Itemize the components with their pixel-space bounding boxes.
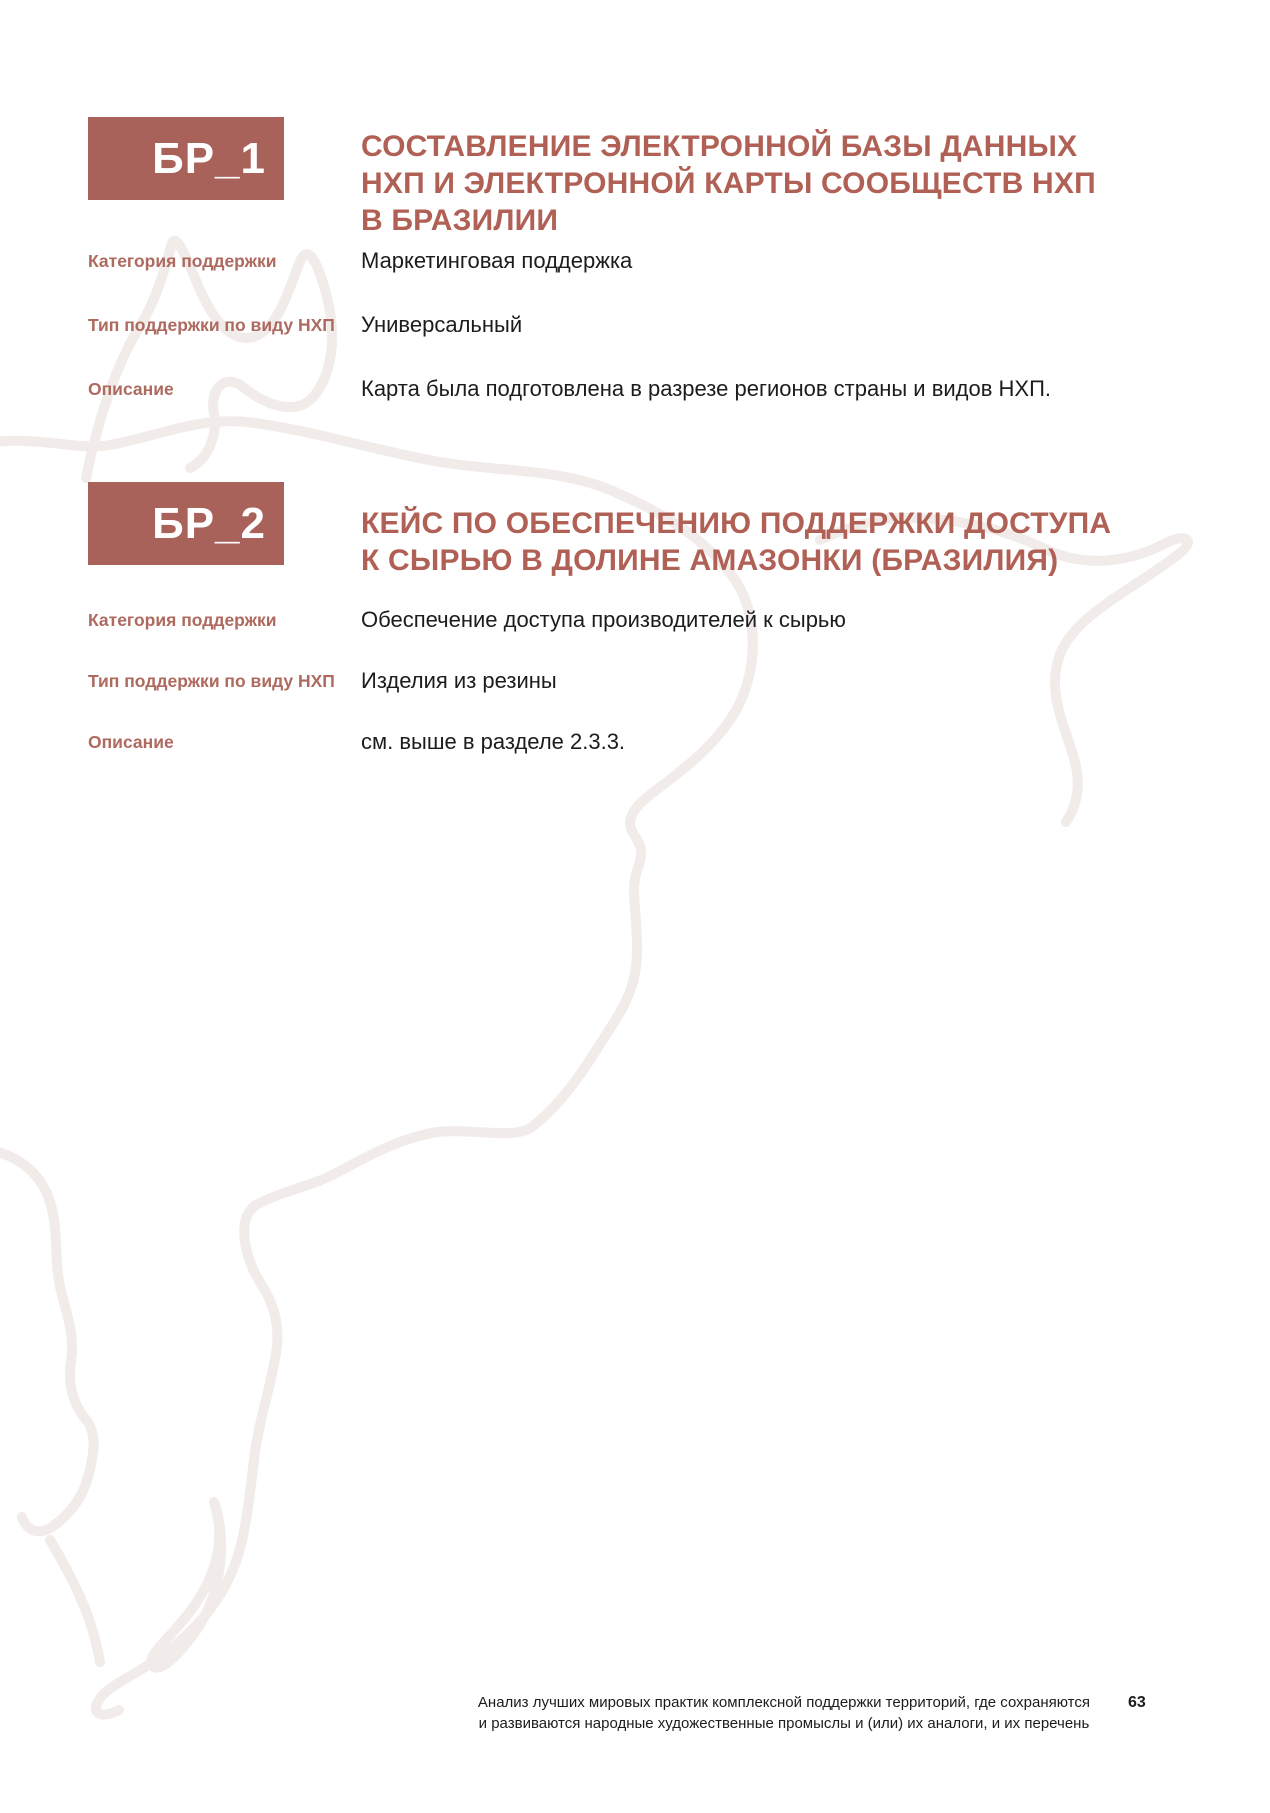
- field-value-description: см. выше в разделе 2.3.3.: [361, 729, 626, 754]
- practice-title-line: К СЫРЬЮ В ДОЛИНЕ АМАЗОНКИ (БРАЗИЛИЯ): [361, 544, 1059, 577]
- field-value-description: Карта была подготовлена в разрезе регионов страны и видов НХП.: [361, 376, 1052, 401]
- practice-title: [361, 128, 1096, 239]
- field-value-category: Маркетинговая поддержка: [361, 248, 633, 273]
- practice-code-badge: БР_1: [88, 117, 284, 200]
- practice-title-line: НХП И ЭЛЕКТРОННОЙ КАРТЫ СООБЩЕСТВ НХП: [361, 167, 1096, 200]
- field-label-description: Описание: [88, 379, 174, 399]
- footer-line-2: и развиваются народные художественные промыслы и (или) их аналоги, и их перечень: [478, 1715, 1090, 1732]
- map-lagoon-path: [151, 1502, 221, 1668]
- field-label-category: Категория поддержки: [88, 251, 277, 271]
- practice-title: [361, 505, 1111, 579]
- field-value-support-type: Универсальный: [361, 312, 523, 337]
- practice-code-badge: БР_2: [88, 482, 284, 565]
- practice-title-line: СОСТАВЛЕНИЕ ЭЛЕКТРОННОЙ БАЗЫ ДАННЫХ: [361, 130, 1078, 163]
- footer-line-1: Анализ лучших мировых практик комплексной поддержки территорий, где сохраняются: [477, 1694, 1090, 1711]
- map-west-border-path: [0, 1146, 94, 1531]
- field-value-support-type: Изделия из резины: [361, 668, 557, 693]
- field-label-description: Описание: [88, 732, 174, 752]
- practice-title-line: КЕЙС ПО ОБЕСПЕЧЕНИЮ ПОДДЕРЖКИ ДОСТУПА: [361, 507, 1112, 540]
- field-label-category: Категория поддержки: [88, 610, 277, 630]
- practice-title-line: В БРАЗИЛИИ: [361, 204, 559, 237]
- field-label-support-type: Тип поддержки по виду НХП: [88, 671, 335, 691]
- page-number: 63: [1128, 1694, 1146, 1711]
- field-label-support-type: Тип поддержки по виду НХП: [88, 315, 335, 335]
- field-value-category: Обеспечение доступа производителей к сырью: [361, 607, 846, 632]
- map-south-border-path: [50, 1540, 100, 1662]
- footer-report-title: [478, 1692, 1090, 1734]
